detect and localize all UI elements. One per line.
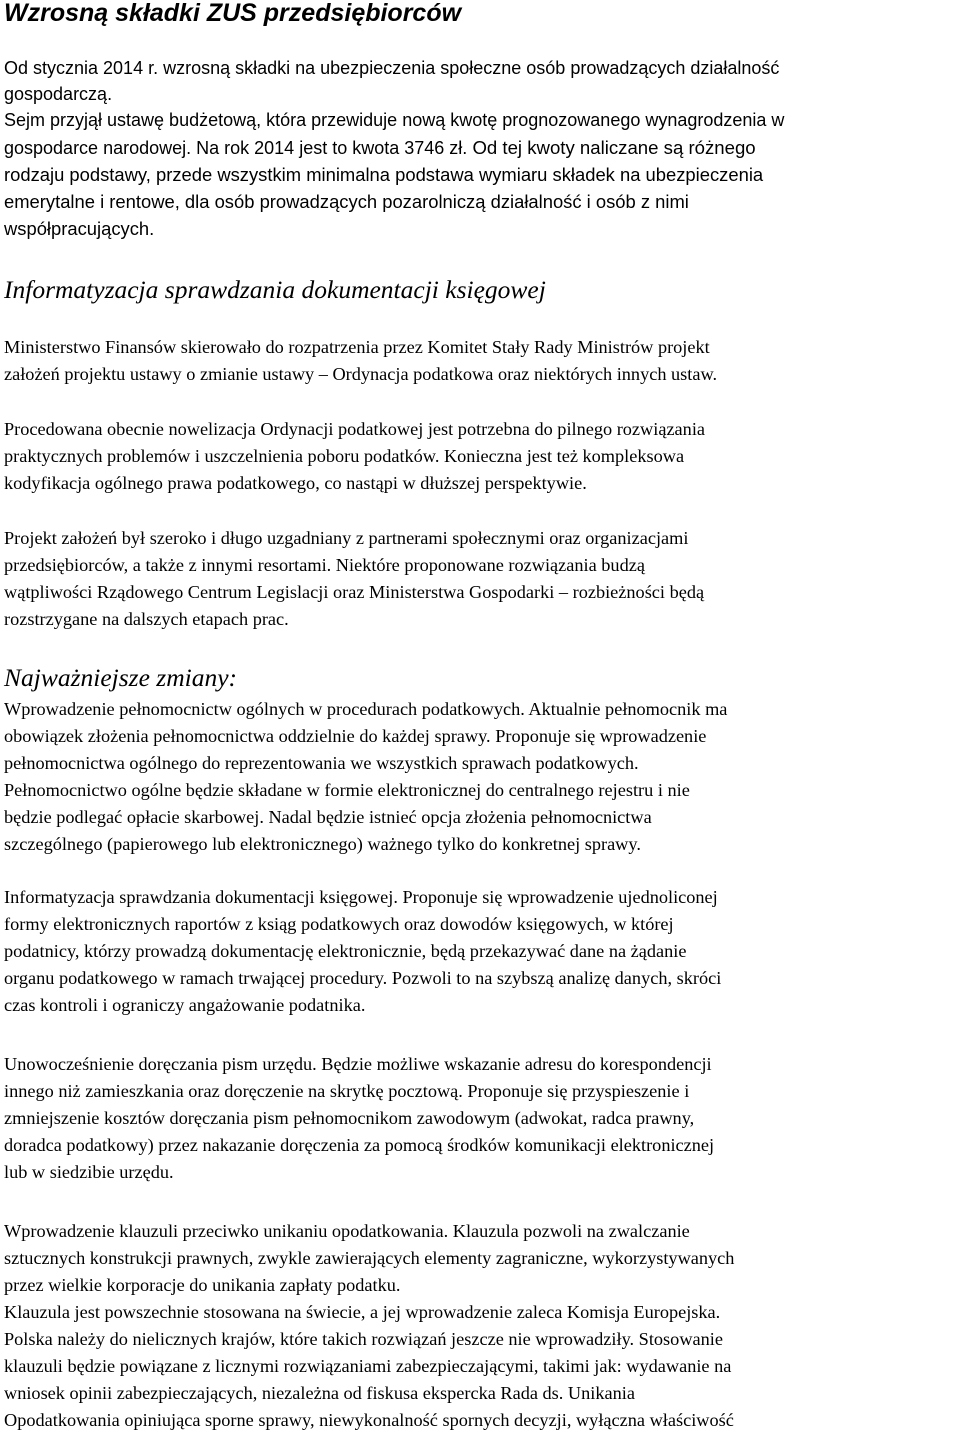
text-line: Ministerstwo Finansów skierowało do rozpatrzenia przez Komitet Stały Rady Ministrów projekt	[4, 337, 710, 357]
text-line: organu podatkowego w ramach trwającej procedury. Pozwoli to na szybszą analizę danych, skróci	[4, 968, 722, 988]
text-line: Klauzula jest powszechnie stosowana na świecie, a jej wprowadzenie zaleca Komisja Europejska.	[4, 1302, 721, 1322]
text-line: Procedowana obecnie nowelizacja Ordynacji podatkowej jest potrzebna do pilnego rozwiązania	[4, 419, 706, 439]
text-line-part: gospodarce narodowej. Na rok 2014 jest to kwota 3746 zł.	[4, 138, 468, 158]
text-line	[4, 134, 956, 161]
text-line: czas kontroli i ograniczy angażowanie podatnika.	[4, 995, 366, 1015]
paragraph-pelnomocnictwa	[4, 696, 956, 858]
paragraph-klauzula	[4, 1218, 956, 1434]
text-line: sztucznych konstrukcji prawnych, zwykle zawierających elementy zagraniczne, wykorzystywanych	[4, 1248, 735, 1268]
section-title-informatyzacja: Informatyzacja sprawdzania dokumentacji księgowej	[4, 275, 546, 304]
text-line: Wprowadzenie klauzuli przeciwko unikaniu opodatkowania. Klauzula pozwoli na zwalczanie	[4, 1221, 690, 1241]
text-line: współpracujących.	[4, 218, 155, 239]
paragraph-projekt	[4, 525, 956, 633]
text-line: rodzaju podstawy, przede wszystkim minimalna podstawa wymiaru składek na ubezpieczenia	[4, 164, 764, 185]
text-line: gospodarczą.	[4, 84, 113, 104]
section-title-zmiany: Najważniejsze zmiany:	[4, 663, 238, 692]
text-line-part: Od tej kwoty naliczane są różnego	[467, 137, 756, 158]
text-line: obowiązek złożenia pełnomocnictwa oddzielnie do każdej sprawy. Proponuje się wprowadzenie	[4, 726, 707, 746]
text-line: Informatyzacja sprawdzania dokumentacji księgowej. Proponuje się wprowadzenie ujednoliconej	[4, 887, 718, 907]
text-line: przez wielkie korporacje do unikania zapłaty podatku.	[4, 1275, 401, 1295]
paragraph-procedowana	[4, 416, 956, 497]
text-line: emerytalne i rentowe, dla osób prowadzących pozarolniczą działalność i osób z nimi	[4, 191, 689, 212]
text-line: Projekt założeń był szeroko i długo uzgadniany z partnerami społecznymi oraz organizacjami	[4, 528, 689, 548]
paragraph-ministerstwo	[4, 334, 956, 388]
paragraph-informatyzacja	[4, 884, 956, 1019]
text-line: Unowocześnienie doręczania pism urzędu. Będzie możliwe wskazanie adresu do korespondencji	[4, 1054, 712, 1074]
text-line: Sejm przyjął ustawę budżetową, która przewiduje nową kwotę prognozowanego wynagrodzenia w	[4, 110, 785, 130]
text-line: formy elektronicznych raportów z ksiąg podatkowych oraz dowodów księgowych, w której	[4, 914, 674, 934]
text-line: zmniejszenie kosztów doręczania pism pełnomocnikom zawodowym (adwokat, radca prawny,	[4, 1108, 695, 1128]
article-title-zus: Wzrosną składki ZUS przedsiębiorców	[4, 0, 462, 27]
text-line: będzie podlegać opłacie skarbowej. Nadal będzie istnieć opcja złożenia pełnomocnictwa	[4, 807, 652, 827]
text-line: Wprowadzenie pełnomocnictw ogólnych w procedurach podatkowych. Aktualnie pełnomocnik ma	[4, 699, 728, 719]
text-line: innego niż zamieszkania oraz doręczenie na skrytkę pocztową. Proponuje się przyspieszenie i	[4, 1081, 690, 1101]
text-line: pełnomocnictwa ogólnego do reprezentowania we wszystkich sprawach podatkowych.	[4, 753, 639, 773]
text-line: podatnicy, którzy prowadzą dokumentację elektronicznie, będą przekazywać dane na żądanie	[4, 941, 687, 961]
text-line: wątpliwości Rządowego Centrum Legislacji oraz Ministerstwa Gospodarki – rozbieżności będą	[4, 582, 705, 602]
text-line: kodyfikacja ogólnego prawa podatkowego, co nastąpi w dłuższej perspektywie.	[4, 473, 587, 493]
text-line: klauzuli będzie powiązane z licznymi rozwiązaniami zabezpieczającymi, takimi jak: wydawanie na	[4, 1356, 732, 1376]
paragraph-doreczanie	[4, 1051, 956, 1186]
text-line: Polska należy do nielicznych krajów, które takich rozwiązań jeszcze nie wprowadziły. Stosowanie	[4, 1329, 723, 1349]
text-line: Pełnomocnictwo ogólne będzie składane w formie elektronicznej do centralnego rejestru i nie	[4, 780, 690, 800]
text-line: doradca podatkowy) przez nakazanie doręczenia za pomocą środków komunikacji elektronicznej	[4, 1135, 715, 1155]
text-line: szczególnego (papierowego lub elektronicznego) ważnego tylko do konkretnej sprawy.	[4, 834, 641, 854]
text-line: przedsiębiorców, a także z innymi resortami. Niektóre proponowane rozwiązania budzą	[4, 555, 645, 575]
text-line: wniosek opinii zabezpieczających, niezależna od fiskusa ekspercka Rada ds. Unikania	[4, 1383, 635, 1403]
paragraph-zus	[4, 55, 956, 242]
text-line: Od stycznia 2014 r. wzrosną składki na ubezpieczenia społeczne osób prowadzących działalność	[4, 58, 780, 78]
text-line: rozstrzygane na dalszych etapach prac.	[4, 609, 289, 629]
text-line: lub w siedzibie urzędu.	[4, 1162, 174, 1182]
text-line: Opodatkowania opiniująca sporne sprawy, niewykonalność spornych decyzji, wyłączna właściwość	[4, 1410, 734, 1430]
text-line: praktycznych problemów i uszczelnienia poboru podatków. Konieczna jest też kompleksowa	[4, 446, 685, 466]
text-line: założeń projektu ustawy o zmianie ustawy – Ordynacja podatkowa oraz niektórych innych ustaw.	[4, 364, 718, 384]
